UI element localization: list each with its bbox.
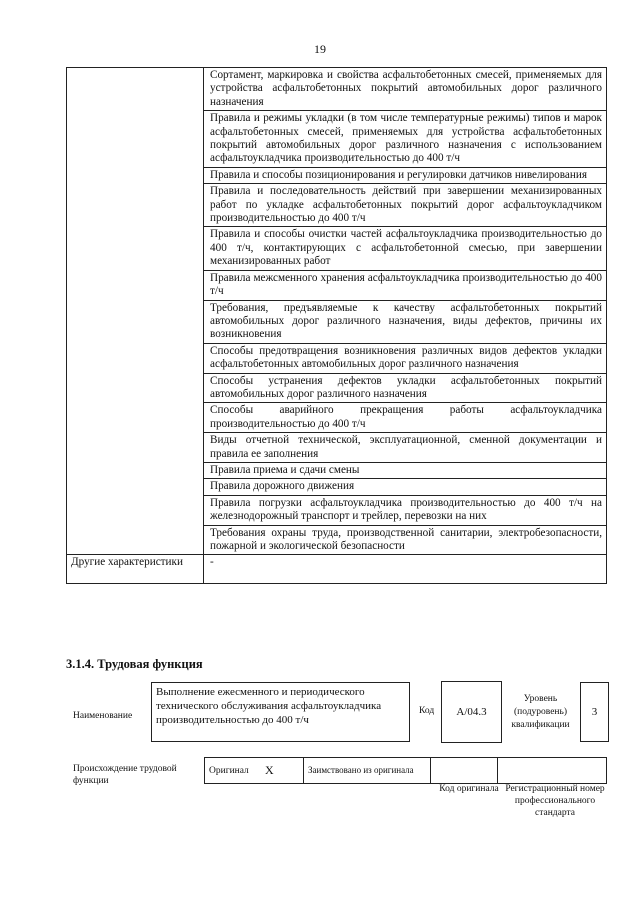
table-row [67,68,607,111]
requirement-item: Правила и способы очистки частей асфальтоукладчика производительностью до 400 т/ч, контактирующих с асфальтобетонной смесью, при завершении механизированных работ [204,227,607,270]
name-label: Наименование [73,711,133,721]
requirement-item: Правила и режимы укладки (в том числе температурные режимы) типов и марок асфальтобетонных смесей, применяемых для устройства асфальтобетонных покрытий автомобильных дорог различного назначения с использованием асфальтоукладчика производительностью до 400 т/ч [204,111,607,168]
requirement-item: Требования, предъявляемые к качеству асфальтобетонных покрытий автомобильных дорог различного назначения, виды дефектов, причины их возникновения [204,300,607,343]
borrowed-label: Заимствовано из оригинала [304,758,431,784]
level-label: Уровень (подуровень) квалификации [511,694,570,730]
level-value-box: 3 [580,682,609,742]
requirement-item: Правила дорожного движения [204,479,607,495]
code-original-caption: Код оригинала [439,784,499,794]
requirement-item: Правила и последовательность действий при завершении механизированных работ по укладке асфальтобетонных покрытий дорог асфальтоукладчиком производительностью до 400 т/ч [204,184,607,227]
requirement-item: Способы устранения дефектов укладки асфальтобетонных покрытий автомобильных дорог различного назначения [204,373,607,403]
requirement-item: Сортамент, маркировка и свойства асфальтобетонных смесей, применяемых для устройства асфальтобетонных покрытий автомобильных дорог различного назначения [204,68,607,111]
requirement-item: Требования охраны труда, производственной санитарии, электробезопасности, пожарной и экологической безопасности [204,525,607,555]
code-original-cell [431,758,498,784]
other-characteristics-value: - [204,555,607,584]
page-number: 19 [314,42,326,56]
requirement-item: Способы предотвращения возникновения различных видов дефектов укладки асфальтобетонных автомобильных дорог различного назначения [204,343,607,373]
requirement-item: Правила приема и сдачи смены [204,462,607,478]
code-label: Код [419,706,435,716]
section-title: 3.1.4. Трудовая функция [66,657,203,671]
original-mark: Х [261,758,304,784]
table-row [205,758,607,784]
origin-table [204,757,607,784]
reg-number-cell [498,758,607,784]
other-characteristics-label: Другие характеристики [67,555,204,584]
reg-number-caption: Регистрационный номер профессионального стандарта [505,784,605,818]
code-value-box: А/04.3 [441,681,502,743]
original-label: Оригинал [205,758,262,784]
requirements-table [66,67,607,584]
function-name-box: Выполнение ежесменного и периодического технического обслуживания асфальтоукладчика производительностью до 400 т/ч [151,682,410,742]
requirement-item: Способы аварийного прекращения работы асфальтоукладчика производительностью до 400 т/ч [204,403,607,433]
table-row [67,555,607,584]
requirement-item: Правила и способы позиционирования и регулировки датчиков нивелирования [204,167,607,183]
requirement-item: Виды отчетной технической, эксплуатационной, сменной документации и правила ее заполнения [204,433,607,463]
left-empty-cell [67,68,204,555]
requirement-item: Правила погрузки асфальтоукладчика производительностью до 400 т/ч на железнодорожный транспорт и трейлер, перевозки на них [204,495,607,525]
requirement-item: Правила межсменного хранения асфальтоукладчика производительностью до 400 т/ч [204,270,607,300]
origin-label: Происхождение трудовой функции [73,764,177,786]
